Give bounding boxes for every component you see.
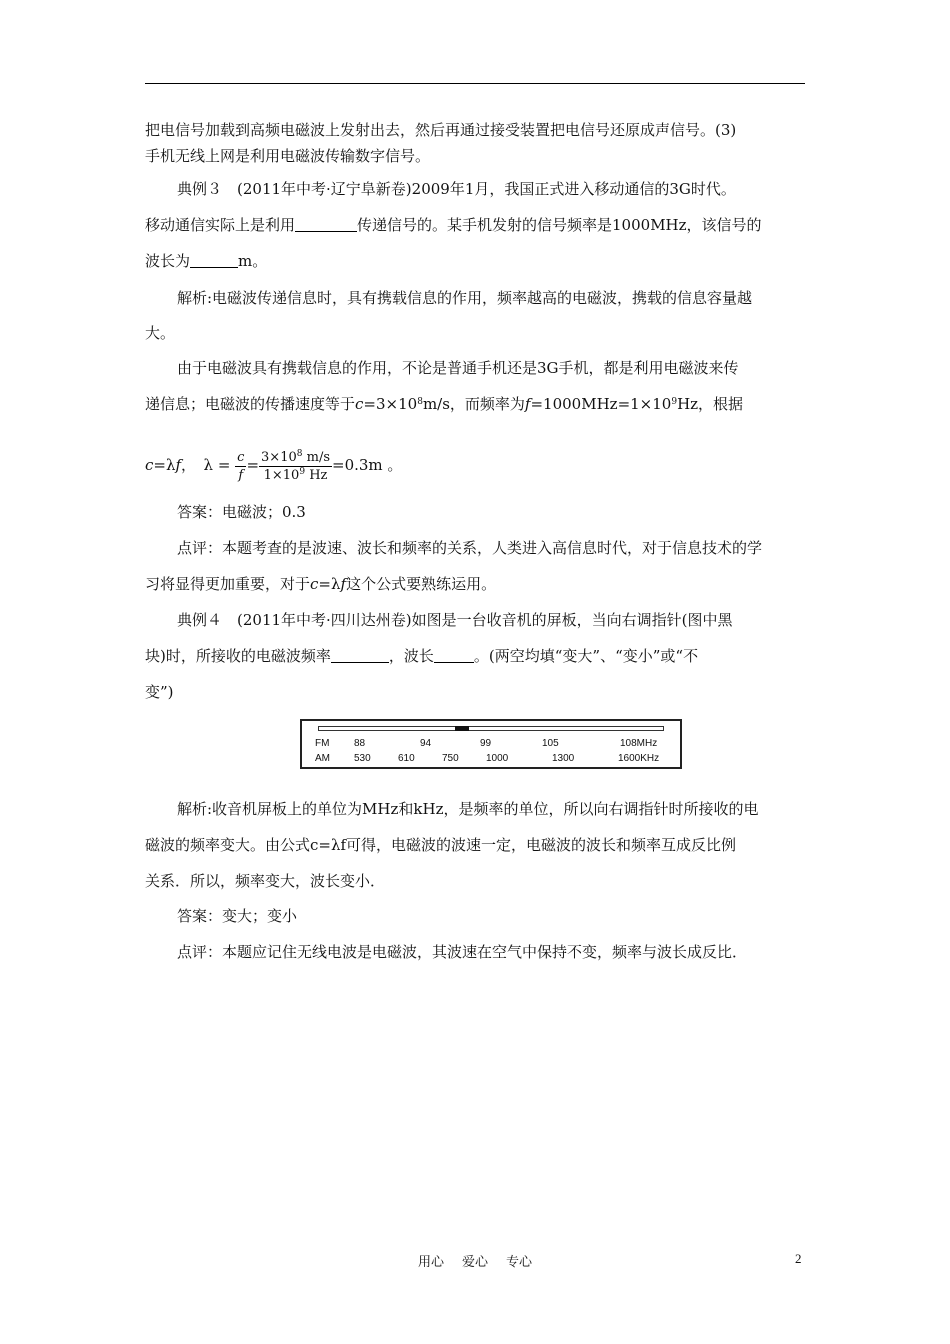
am-tick-label: 610 [398,753,415,764]
text: 递信息；电磁波的传播速度等于 [145,395,356,413]
fm-label: FM [315,738,330,749]
analysis-line: 关系．所以，频率变大，波长变小． [145,872,386,890]
fm-tick-label: 88 [354,738,366,749]
fm-tick-label: 99 [480,738,492,749]
text: =1000MHz=1×10 [530,395,672,413]
text: 移动通信实际上是利用 [145,216,296,234]
answer-blank[interactable] [190,253,238,268]
answer-blank[interactable] [434,648,474,663]
footer-word: 专心 [506,1255,533,1270]
fm-tick-label: 105 [542,738,559,749]
comment-line: 点评：本题应记住无线电波是电磁波，其波速在空气中保持不变，频率与波长成反比． [177,943,748,961]
var-f: f [524,395,531,413]
var-c: c [145,456,154,474]
footer-word: 爱心 [461,1255,488,1270]
exponent: 9 [299,466,306,477]
text: 1×10 [263,467,300,483]
answer-blank[interactable] [295,217,357,232]
footer-word: 用心 [417,1255,444,1270]
analysis-line: 磁波的频率变大。由公式c=λf可得，电磁波的波速一定，电磁波的波长和频率互成反比例 [145,836,737,854]
paragraph-line: 把电信号加载到高频电磁波上发射出去，然后再通过接受装置把电信号还原成声信号。(3) [145,121,737,139]
exponent: 8 [417,397,423,407]
example-4-title: 典例４ (2011年中考·四川达州卷)如图是一台收音机的屏板，当向右调指针(图中黑 [177,611,733,629]
am-tick-label: 1600KHz [618,753,660,764]
numerator: c [237,449,245,465]
answer-blank[interactable] [331,648,389,663]
analysis-line: 解析:电磁波传递信息时，具有携载信息的作用，频率越高的电磁波，携载的信息容量越 [177,289,753,307]
text: =3×10 [363,395,418,413]
var-f: f [340,575,347,593]
var-c: c [355,395,364,413]
text: 传递信号的。某手机发射的信号频率是1000MHz，该信号的 [357,216,762,234]
text: =λ [153,456,176,474]
fraction-c-over-f [235,449,246,484]
example-3-question [145,215,805,235]
text: 3×10 [261,449,297,465]
fm-tick-label: 94 [420,738,432,749]
comment-line [145,574,805,594]
text: ，波长 [388,647,434,665]
text: 块)时，所接收的电磁波频率 [145,647,331,665]
example-4-question: 变”) [145,683,174,701]
am-tick-label: 1300 [552,753,575,764]
dial-track [318,726,664,731]
text: 这个公式要熟练运用。 [346,575,497,593]
exponent: 8 [296,448,303,459]
paragraph-line: 手机无线上网是利用电磁波传输数字信号。 [145,147,431,165]
analysis-line: 大。 [145,324,176,342]
answer-line: 答案：电磁波；0.3 [177,503,306,521]
analysis-line: 由于电磁波具有携载信息的作用，不论是普通手机还是3G手机，都是利用电磁波来传 [177,359,739,377]
text: = [246,456,260,474]
fraction-values [259,449,332,484]
example-3-question [145,251,805,271]
text: =λ [318,575,341,593]
fm-tick-label: 108MHz [620,738,658,749]
text: m/s，而频率为 [422,395,525,413]
text: 习将显得更加重要，对于 [145,575,311,593]
analysis-line [145,394,805,414]
radio-dial-figure [300,719,682,769]
text: 。(两空均填“变大”、“变小”或“不 [473,647,699,665]
exponent: 9 [671,397,678,407]
example-3-title: 典例３ (2011年中考·辽宁阜新卷)2009年1月，我国正式进入移动通信的3G时代。 [177,180,736,198]
text: m。 [238,252,268,270]
am-tick-label: 750 [442,753,459,764]
comment-line: 点评：本题考查的是波速、波长和频率的关系，人类进入高信息时代，对于信息技术的学 [177,539,763,557]
text: =0.3m 。 [332,456,403,474]
text: m/s [302,449,330,465]
numerator [259,449,332,467]
dial-needle [455,726,469,731]
text: Hz，根据 [677,395,744,413]
var-f: f [175,456,182,474]
page-number: 2 [795,1251,802,1266]
var-c: c [310,575,319,593]
example-4-question [145,646,805,666]
header-rule [145,83,805,84]
formula-line [145,444,805,486]
analysis-line: 解析:收音机屏板上的单位为MHz和kHz，是频率的单位，所以向右调指针时所接收的电 [177,800,759,818]
am-tick-label: 1000 [486,753,509,764]
footer [0,1251,950,1270]
text: ， λ = [181,456,231,474]
denominator [259,467,332,484]
am-label: AM [315,753,330,764]
am-tick-label: 530 [354,753,371,764]
text: 波长为 [145,252,191,270]
denominator: f [238,467,244,483]
text: Hz [305,467,328,483]
answer-line: 答案：变大；变小 [177,907,298,925]
